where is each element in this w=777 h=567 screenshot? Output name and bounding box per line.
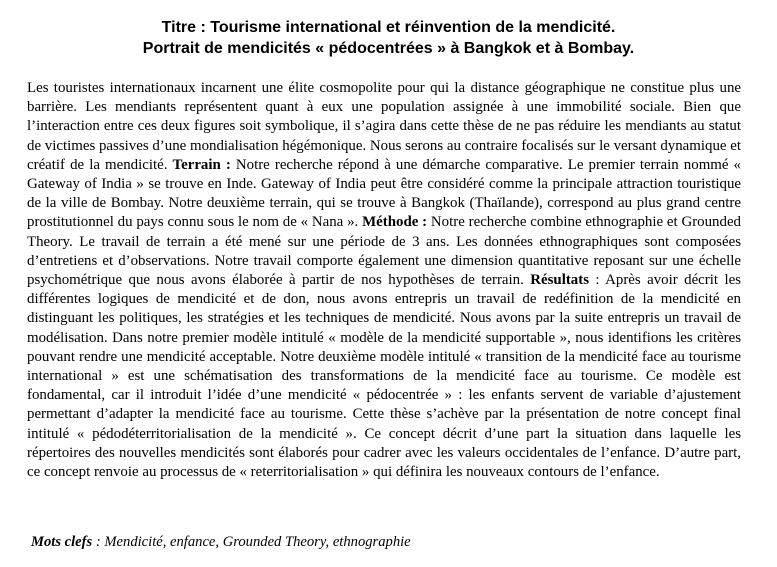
abstract-paragraph [27, 79, 741, 482]
title-line-1: Titre : Tourisme international et réinvention de la mendicité. [161, 19, 616, 36]
terrain-heading: Terrain : [172, 156, 231, 173]
resultats-text: : Après avoir décrit les différentes logiques de mendicité et de don, nous avons entrepris un travail de redéfinition de la mendicité en distinguant les politiques, les stratégies et les techniques de mendicité. Nous avons par la suite entrepris un travail de modélisation. Dans notre premier modèle intitulé « modèle de la mendicité supportable », nous identifions les critères pouvant rendre une mendicité acceptable. Notre deuxième modèle intitulé « transition de la mendicité face au tourisme international » est une schématisation des transformations de la mendicité face au tourisme. Ce modèle est fondamental, car il introduit l’idée d’une mendicité « pédocentrée » : les enfants servent de variable d’ajustement permettant d’adapter la mendicité face au tourisme. Cette thèse s’achève par la présentation de notre concept final intitulé « pédodéterritorialisation de la mendicité ». Ce concept décrit d’une part la situation dans laquelle les répertoires des nouvelles mendicités sont élaborés pour cadrer avec les valeurs occidentales de l’enfance. D’autre part, ce concept renvoie au processus de « reterritorialisation » qui définira les nouveaux contours de l’enfance. [27, 272, 741, 481]
keywords-label: Mots clefs [31, 534, 93, 550]
resultats-heading: Résultats [530, 272, 589, 289]
methode-heading: Méthode : [362, 214, 428, 231]
title-line-2: Portrait de mendicités « pédocentrées » à Bangkok et à Bombay. [142, 40, 635, 57]
abstract-intro: Les touristes internationaux incarnent une élite cosmopolite pour qui la distance géographique ne constitue plus une barrière. Les mendiants représentent quant à eux une population assignée à une immobilité sociale. Bien que l’interaction entre ces deux figures soit symbolique, il s’agira dans cette thèse de ne pas réduire les mendiants au statut de victimes passives d’une mondialisation hégémonique. Nous serons au contraire focalisés sur le versant dynamique et créatif de la mendicité. [27, 80, 741, 173]
terrain-text: Notre recherche répond à une démarche comparative. Le premier terrain nommé « Gateway of India » se trouve en Inde. Gateway of India peut être considéré comme la principale attraction touristique de la ville de Bombay. Notre deuxième terrain, qui se trouve à Bangkok (Thaïlande), correspond au plus grand centre prostitutionnel du pays connu sous le nom de « Nana ». [27, 156, 741, 231]
document-title [0, 17, 777, 59]
keywords-text: : Mendicité, enfance, Grounded Theory, ethnographie [95, 534, 411, 550]
keywords-line [31, 533, 411, 552]
methode-text: Notre recherche combine ethnographie et Grounded Theory. Le travail de terrain a été mené sur une période de 3 ans. Les données ethnographiques sont composées d’entretiens et d’observations. Notre travail comporte également une dimension quantitative reposant sur une échelle psychométrique que nous avons élaborée à partir de nos hypothèses de terrain. [27, 214, 742, 289]
